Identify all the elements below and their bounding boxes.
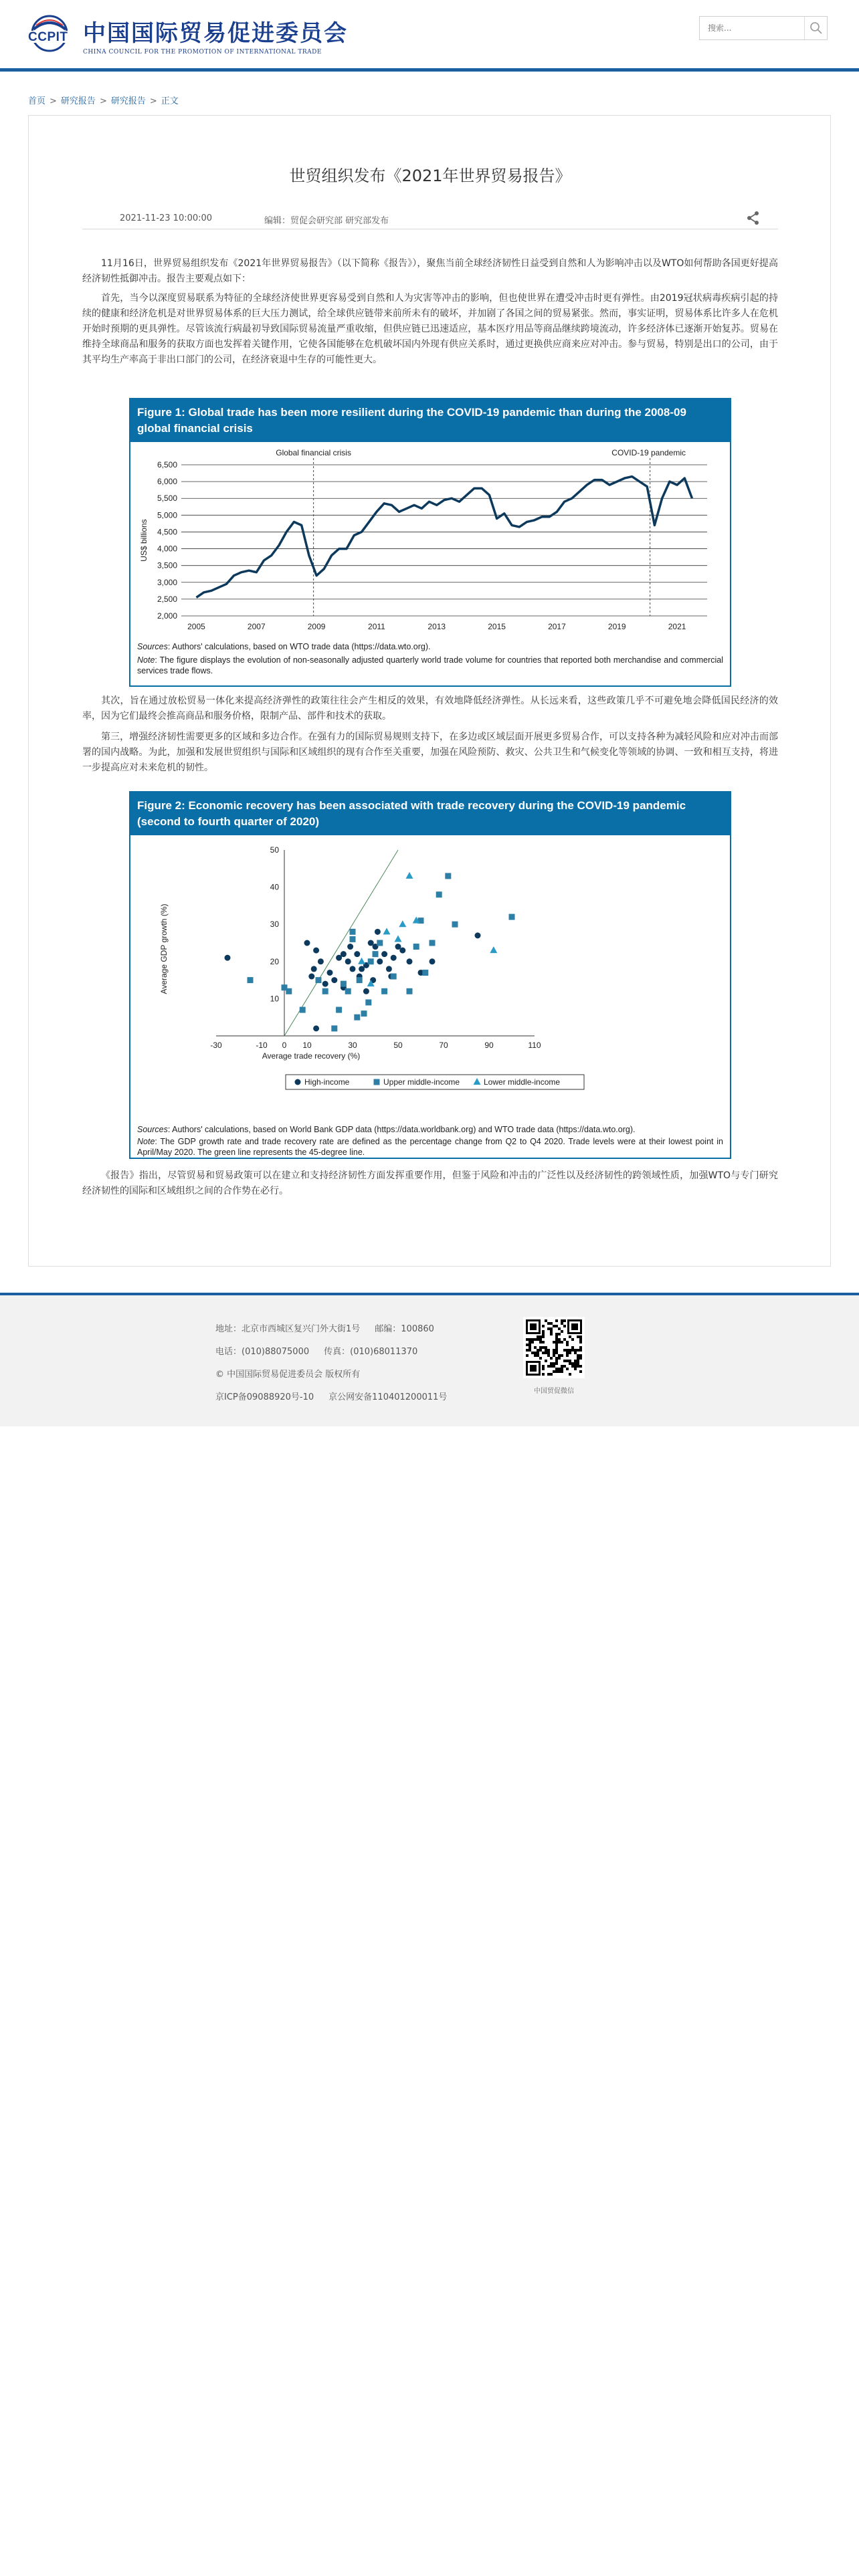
qr-module — [526, 1344, 529, 1346]
figure-2-y-tick-label: 50 — [270, 845, 279, 855]
figure-2-point-high-income — [225, 955, 231, 961]
article-date: 2021-11-23 10:00:00 — [120, 213, 213, 223]
qr-module — [545, 1360, 547, 1362]
figure-2-point-upper-middle-income — [316, 977, 322, 983]
figure-2-sources: Sources: Authors' calculations, based on World Bank GDP data (https://data.worldbank.org) and WTO trade data (https://data.wto.org). — [137, 1125, 636, 1134]
qr-module — [547, 1365, 550, 1368]
figure-2-y-tick-label: 20 — [270, 956, 279, 966]
qr-module — [579, 1346, 582, 1349]
qr-module — [555, 1319, 558, 1322]
site-footer — [0, 1295, 859, 1426]
qr-module — [558, 1341, 561, 1344]
qr-module — [577, 1362, 579, 1365]
qr-module — [569, 1360, 571, 1362]
qr-module — [537, 1352, 539, 1354]
figure-2-point-lower-middle-income — [399, 920, 406, 927]
figure-1-heading: Figure 1: Global trade has been more resilient during the COVID-19 pandemic than during the 2008-09 global financial crisis — [130, 399, 730, 442]
figure-2-point-upper-middle-income — [368, 958, 374, 964]
qr-module — [537, 1349, 539, 1352]
figure-2-legend — [286, 1075, 584, 1089]
figure-1-x-tick-label: 2013 — [427, 622, 446, 631]
search-box — [699, 16, 828, 40]
qr-module — [574, 1362, 577, 1365]
qr-module — [563, 1360, 566, 1362]
qr-module — [577, 1335, 579, 1338]
qr-module — [555, 1349, 558, 1352]
qr-module — [542, 1330, 545, 1333]
figure-2-point-upper-middle-income — [336, 1007, 342, 1013]
qr-module — [555, 1352, 558, 1354]
qr-module — [574, 1352, 577, 1354]
header-divider — [0, 68, 859, 72]
article-paragraph-conclusion: 《报告》指出，尽管贸易和贸易政策可以在建立和支持经济韧性方面发挥重要作用，但鉴于风险和冲击的广泛性以及经济韧性的跨领域性质，加强WTO与专门研究经济韧性的国际和区域组织之间的合作势在必行。 — [82, 1170, 778, 1196]
figure-2-legend-marker-upper-middle-income — [374, 1079, 380, 1085]
figure-2-point-upper-middle-income — [365, 999, 371, 1005]
figure-1-annotation-gfc: Global financial crisis — [276, 448, 351, 457]
figure-2-x-tick-label: 110 — [528, 1041, 541, 1050]
qr-module — [566, 1360, 569, 1362]
qr-module — [574, 1368, 577, 1370]
figure-2-x-tick-label: 50 — [393, 1041, 403, 1050]
figure-1-note: Note: The figure displays the evolution of non-seasonally adjusted quarterly world trade volume for countries that reported both merchandise and commercial services trade flows. — [137, 655, 723, 675]
share-button[interactable] — [746, 211, 761, 228]
qr-module — [526, 1338, 529, 1341]
logo-english-name: CHINA COUNCIL FOR THE PROMOTION OF INTERNATIONAL TRADE — [83, 48, 322, 56]
qr-module — [542, 1333, 545, 1335]
figure-2 — [129, 791, 731, 1159]
qr-module — [555, 1370, 558, 1373]
qr-module — [555, 1368, 558, 1370]
figure-1-x-tick-label: 2009 — [307, 622, 326, 631]
qr-module — [579, 1341, 582, 1344]
figure-2-point-upper-middle-income — [354, 1014, 360, 1021]
article-paragraph-third: 第三，增强经济韧性需要更多的区域和多边合作。在强有力的国际贸易规则支持下，在多边或区域层面开展更多贸易合作，可以支持各种为减轻风险和应对冲击而部署的国内战略。为此，加强和发展世贸组织与国际和区域组织的现有合作至关重要，加强在风险预防、救灾、公共卫生和气候变化等领域的协调、一致和相互支持，将进一步提高应对未来危机的韧性。 — [82, 732, 778, 773]
figure-2-x-tick-label: -30 — [210, 1041, 222, 1050]
qr-module — [550, 1333, 553, 1335]
article-meta — [82, 209, 778, 229]
figure-2-point-lower-middle-income — [490, 946, 497, 953]
figure-1-x-tick-label: 2007 — [247, 622, 266, 631]
qr-module — [555, 1338, 558, 1341]
qr-module — [569, 1352, 571, 1354]
qr-module — [542, 1346, 545, 1349]
qr-module — [555, 1360, 558, 1362]
figure-1-y-tick-label: 3,000 — [157, 577, 177, 587]
figure-2-point-high-income — [331, 977, 337, 983]
figure-2-legend-label: Upper middle-income — [383, 1077, 460, 1087]
figure-2-point-upper-middle-income — [373, 951, 379, 957]
figure-2-point-high-income — [354, 951, 360, 957]
qr-module — [555, 1341, 558, 1344]
qr-module — [553, 1349, 555, 1352]
qr-module — [545, 1319, 547, 1322]
figure-1-trade-line — [197, 477, 692, 598]
figure-2-point-high-income — [391, 955, 397, 961]
figure-2-point-lower-middle-income — [406, 872, 413, 879]
qr-module — [550, 1373, 553, 1376]
qr-code-label: 中国贸促微信 — [534, 1388, 574, 1395]
qr-module — [561, 1322, 563, 1325]
qr-module — [558, 1333, 561, 1335]
figure-1-y-tick-label: 5,500 — [157, 494, 177, 504]
qr-module — [539, 1335, 542, 1338]
breadcrumb-research-reports-sub[interactable]: 研究报告 — [110, 96, 146, 106]
qr-module — [566, 1349, 569, 1352]
figure-1-y-tick-label: 2,500 — [157, 594, 177, 604]
article-editor: 编辑：贸促会研究部 研究部发布 — [264, 216, 389, 226]
qr-module — [563, 1338, 566, 1341]
figure-1-x-tick-label: 2005 — [187, 622, 205, 631]
qr-module — [550, 1357, 553, 1360]
figure-1-x-tick-label: 2015 — [488, 622, 506, 631]
qr-module — [529, 1349, 531, 1352]
figure-1-y-tick-label: 2,000 — [157, 611, 177, 621]
breadcrumb-current: 正文 — [161, 96, 179, 106]
figure-2-point-high-income — [377, 958, 383, 964]
qr-module — [537, 1335, 539, 1338]
qr-module — [569, 1362, 571, 1365]
figure-2-y-tick-label: 10 — [270, 994, 279, 1004]
qr-module — [571, 1365, 574, 1368]
qr-module — [558, 1368, 561, 1370]
figure-2-point-upper-middle-income — [413, 944, 419, 950]
logo-mark-text: CCPIT — [28, 30, 68, 44]
qr-module — [579, 1349, 582, 1352]
search-input[interactable] — [700, 17, 804, 39]
figure-2-legend-label: Lower middle-income — [484, 1077, 561, 1087]
qr-module — [574, 1349, 577, 1352]
qr-module — [555, 1346, 558, 1349]
qr-module — [553, 1341, 555, 1344]
qr-module — [577, 1349, 579, 1352]
qr-module — [555, 1344, 558, 1346]
qr-module — [571, 1346, 574, 1349]
figure-2-point-lower-middle-income — [395, 935, 402, 942]
qr-module — [555, 1335, 558, 1338]
figure-1-y-tick-label: 5,000 — [157, 510, 177, 520]
qr-module — [526, 1349, 529, 1352]
qr-module — [555, 1357, 558, 1360]
figure-2-point-upper-middle-income — [377, 940, 383, 946]
figure-2-point-lower-middle-income — [358, 958, 365, 964]
qr-module — [542, 1341, 545, 1344]
figure-2-point-upper-middle-income — [422, 970, 428, 976]
figure-1-x-tick-label: 2021 — [668, 622, 686, 631]
ccpit-logo-icon — [27, 13, 75, 56]
figure-2-point-high-income — [347, 944, 353, 950]
article-container — [28, 115, 831, 1267]
qr-module — [526, 1354, 529, 1357]
qr-module — [531, 1352, 534, 1354]
figure-2-point-upper-middle-income — [407, 988, 413, 994]
qr-module — [537, 1354, 539, 1357]
qr-module — [539, 1349, 542, 1352]
figure-1-x-tick-label: 2017 — [548, 622, 566, 631]
figure-1 — [129, 398, 731, 687]
logo-chinese-name: 中国国际贸易促进委员会 — [83, 19, 348, 47]
qr-module — [547, 1327, 550, 1330]
figure-2-point-high-income — [322, 981, 328, 987]
figure-1-annotation-covid: COVID-19 pandemic — [611, 448, 686, 457]
site-header — [0, 0, 859, 68]
qr-module — [547, 1354, 550, 1357]
qr-module — [539, 1346, 542, 1349]
figure-2-point-high-income — [363, 988, 369, 994]
qr-module — [547, 1352, 550, 1354]
figure-1-y-tick-label: 6,500 — [157, 460, 177, 469]
figure-2-point-high-income — [475, 932, 481, 938]
qr-module — [539, 1338, 542, 1341]
figure-2-point-high-income — [341, 951, 347, 957]
figure-2-point-upper-middle-income — [286, 988, 292, 994]
qr-module — [563, 1319, 566, 1322]
qr-module — [529, 1344, 531, 1346]
footer-police-link[interactable]: 京公网安备110401200011号 — [328, 1392, 448, 1402]
breadcrumb-home[interactable]: 首页 — [28, 96, 46, 106]
qr-module — [555, 1362, 558, 1365]
qr-module — [579, 1365, 582, 1368]
qr-module — [553, 1362, 555, 1365]
figure-2-point-high-income — [304, 940, 310, 946]
figure-2-point-upper-middle-income — [322, 988, 328, 994]
qr-module — [558, 1370, 561, 1373]
breadcrumb-research-reports[interactable]: 研究报告 — [60, 96, 96, 106]
figure-2-point-upper-middle-income — [350, 936, 356, 942]
figure-2-point-upper-middle-income — [341, 981, 347, 987]
figure-2-x-tick-label: 70 — [439, 1041, 448, 1050]
qr-module — [561, 1319, 563, 1322]
qr-module — [577, 1354, 579, 1357]
qr-module — [569, 1349, 571, 1352]
figure-2-y-tick-label: 40 — [270, 882, 279, 892]
qr-module — [566, 1368, 569, 1370]
qr-module — [537, 1338, 539, 1341]
qr-module — [534, 1346, 537, 1349]
qr-module — [563, 1349, 566, 1352]
qr-module — [545, 1349, 547, 1352]
qr-module — [558, 1338, 561, 1341]
figure-2-heading: Figure 2: Economic recovery has been associated with trade recovery during the COVID-19 pandemic (second to fourth quarter of 2020) — [130, 792, 730, 835]
figure-1-y-tick-label: 3,500 — [157, 560, 177, 570]
figure-2-point-upper-middle-income — [430, 940, 436, 946]
figure-2-scatter-chart — [130, 835, 730, 1124]
figure-2-point-upper-middle-income — [350, 929, 356, 935]
qr-module — [558, 1354, 561, 1357]
qr-module — [545, 1346, 547, 1349]
qr-module — [566, 1341, 569, 1344]
figure-2-point-high-income — [318, 958, 324, 964]
qr-module — [542, 1335, 545, 1338]
qr-module — [561, 1365, 563, 1368]
qr-module — [545, 1352, 547, 1354]
qr-module — [561, 1370, 563, 1373]
figure-2-y-axis-label: Average GDP growth (%) — [159, 903, 169, 994]
qr-module — [558, 1357, 561, 1360]
figure-2-x-tick-label: -10 — [256, 1041, 268, 1050]
qr-module — [555, 1325, 558, 1327]
qr-module — [558, 1327, 561, 1330]
figure-2-legend-marker-high-income — [295, 1079, 301, 1085]
qr-module — [579, 1354, 582, 1357]
figure-1-y-tick-label: 4,500 — [157, 527, 177, 537]
qr-module — [553, 1365, 555, 1368]
qr-module — [566, 1352, 569, 1354]
qr-module — [553, 1354, 555, 1357]
qr-module — [539, 1357, 542, 1360]
breadcrumb: 首页 > 研究报告 > 研究报告 > 正文 — [28, 96, 179, 106]
figure-2-y-tick-label: 30 — [270, 920, 279, 930]
qr-module — [577, 1357, 579, 1360]
qr-module — [531, 1338, 534, 1341]
qr-module — [561, 1330, 563, 1333]
article-title: 世贸组织发布《2021年世界贸易报告》 — [289, 167, 571, 185]
qr-module — [550, 1322, 553, 1325]
search-button[interactable] — [804, 17, 827, 39]
qr-module — [550, 1327, 553, 1330]
qr-module — [579, 1357, 582, 1360]
article-paragraph-intro: 11月16日，世界贸易组织发布《2021年世界贸易报告》（以下简称《报告》），聚焦当前全球经济韧性日益受到自然和人为影响冲击以及WTO如何帮助各国更好提高经济韧性抵御冲击。报告主要观点如下： — [82, 258, 778, 284]
qr-module — [579, 1338, 582, 1341]
figure-2-x-axis-label: Average trade recovery (%) — [262, 1051, 361, 1061]
figure-2-x-tick-label: 30 — [348, 1041, 357, 1050]
qr-module — [529, 1346, 531, 1349]
figure-2-point-high-income — [430, 958, 436, 964]
qr-module — [529, 1338, 531, 1341]
figure-2-point-upper-middle-income — [331, 1025, 337, 1031]
figure-2-point-high-income — [313, 948, 319, 954]
qr-module — [531, 1341, 534, 1344]
figure-1-line-chart — [130, 442, 730, 641]
qr-module — [534, 1338, 537, 1341]
figure-2-point-upper-middle-income — [452, 922, 458, 928]
qr-module — [563, 1365, 566, 1368]
qr-module — [574, 1365, 577, 1368]
footer-copyright: © 中国国际贸易促进委员会 版权所有 — [215, 1370, 361, 1380]
qr-module — [569, 1373, 571, 1376]
qr-module — [542, 1365, 545, 1368]
figure-2-legend-label: High-income — [304, 1077, 350, 1087]
figure-2-point-upper-middle-income — [391, 974, 397, 980]
figure-2-point-upper-middle-income — [436, 891, 442, 897]
figure-2-point-high-income — [381, 951, 387, 957]
figure-2-note: Note: The GDP growth rate and trade recovery rate are defined as the percentage change from Q2 to Q4 2020. Trade levels were at their lowest point in April/May 2020. The green line represents the 45-degree line. — [137, 1137, 723, 1157]
figure-2-point-upper-middle-income — [381, 988, 387, 994]
qr-module — [571, 1349, 574, 1352]
figure-2-point-high-income — [350, 966, 356, 972]
figure-2-x-tick-label: 0 — [282, 1041, 287, 1050]
figure-2-point-upper-middle-income — [509, 914, 515, 920]
qr-module — [566, 1344, 569, 1346]
figure-1-y-tick-label: 6,000 — [157, 477, 177, 487]
qr-module — [561, 1368, 563, 1370]
figure-1-sources: Sources: Authors' calculations, based on WTO trade data (https://data.wto.org). — [137, 642, 431, 651]
figure-2-point-high-income — [375, 929, 381, 935]
qr-module — [539, 1341, 542, 1344]
qr-finder-pattern-center — [571, 1323, 578, 1330]
figure-2-point-upper-middle-income — [248, 977, 254, 983]
qr-module — [547, 1322, 550, 1325]
figure-2-point-high-income — [311, 966, 317, 972]
figure-2-point-high-income — [308, 974, 314, 980]
footer-info — [215, 1318, 447, 1409]
qr-module — [550, 1365, 553, 1368]
figure-2-point-lower-middle-income — [383, 928, 391, 934]
qr-module — [550, 1362, 553, 1365]
figure-2-point-high-income — [327, 970, 333, 976]
figure-2-point-upper-middle-income — [361, 1010, 367, 1016]
qr-module — [553, 1370, 555, 1373]
qr-module — [534, 1354, 537, 1357]
figure-2-x-tick-label: 10 — [302, 1041, 312, 1050]
qr-module — [550, 1330, 553, 1333]
qr-module — [555, 1333, 558, 1335]
footer-postcode: 邮编：100860 — [375, 1324, 434, 1334]
qr-module — [547, 1349, 550, 1352]
figure-1-y-axis-label: US$ billions — [139, 519, 149, 562]
qr-module — [577, 1365, 579, 1368]
share-icon — [746, 211, 761, 225]
figure-1-x-tick-label: 2019 — [607, 622, 626, 631]
qr-module — [529, 1341, 531, 1344]
qr-module — [542, 1368, 545, 1370]
qr-module — [553, 1352, 555, 1354]
figure-2-point-high-income — [313, 1025, 319, 1031]
figure-2-point-upper-middle-income — [357, 977, 363, 983]
qr-module — [542, 1373, 545, 1376]
figure-2-point-high-income — [386, 966, 392, 972]
site-logo[interactable] — [27, 13, 348, 56]
wechat-qr-code — [523, 1317, 585, 1378]
qr-module — [547, 1373, 550, 1376]
figure-2-point-upper-middle-income — [300, 1007, 306, 1013]
qr-module — [561, 1341, 563, 1344]
figure-2-point-high-income — [345, 958, 351, 964]
qr-module — [563, 1325, 566, 1327]
qr-module — [574, 1360, 577, 1362]
qr-module — [542, 1325, 545, 1327]
qr-module — [579, 1370, 582, 1373]
article-paragraph-first: 首先，当今以深度贸易联系为特征的全球经济使世界更容易受到自然和人为灾害等冲击的影响，但也使世界在遭受冲击时更有弹性。由2019冠状病毒疾病引起的持续的健康和经济危机是对世界贸易体系的巨大压力测试，给全球供应链带来前所未有的破坏，并加剧了各国之间的贸易紧张。然而，事实证明，贸易体系比许多人在危机开始时预期的更具弹性。尽管该流行病最初导致国际贸易流量严重收缩，但供应链已迅速适应，基本医疗用品等商品继续跨境流动，许多经济体已逐渐开始复苏。贸易在维持全球商品和服务的获取方面也发挥着关键作用，它使各国能够在危机破坏国内外现有供应关系时，通过更换供应商来应对冲击。参与贸易，特别是出口的公司，由于其平均生产率高于非出口部门的公司，在经济衰退中生存的可能性更大。 — [82, 293, 778, 365]
qr-module — [571, 1338, 574, 1341]
figure-2-point-upper-middle-income — [445, 873, 451, 879]
qr-module — [577, 1360, 579, 1362]
footer-address: 地址：北京市西城区复兴门外大街1号 — [215, 1324, 361, 1334]
qr-module — [566, 1354, 569, 1357]
figure-2-point-high-income — [407, 958, 413, 964]
footer-icp-link[interactable]: 京ICP备09088920号-10 — [215, 1392, 314, 1402]
qr-finder-pattern-center — [530, 1323, 537, 1330]
article-paragraph-second: 其次，旨在通过放松贸易一体化来提高经济弹性的政策往往会产生相反的效果，有效地降低经济弹性。从长远来看，这些政策几乎不可避免地会降低国民经济的效率，因为它们最终会推高商品和服务价格，限制产品、部件和技术的获取。 — [82, 695, 778, 722]
qr-module — [571, 1362, 574, 1365]
qr-module — [553, 1325, 555, 1327]
qr-finder-pattern-center — [530, 1365, 537, 1372]
figure-1-y-tick-label: 4,000 — [157, 544, 177, 554]
footer-fax: 传真：(010)68011370 — [324, 1347, 418, 1357]
search-icon — [809, 21, 823, 35]
qr-module — [542, 1352, 545, 1354]
qr-module — [561, 1354, 563, 1357]
figure-2-point-upper-middle-income — [345, 988, 351, 994]
qr-module — [579, 1335, 582, 1338]
qr-module — [534, 1352, 537, 1354]
footer-phone: 电话：(010)88075000 — [215, 1347, 310, 1357]
figure-2-x-tick-label: 90 — [484, 1041, 494, 1050]
figure-2-point-high-income — [399, 948, 405, 954]
figure-1-x-tick-label: 2011 — [368, 622, 385, 631]
qr-module — [569, 1335, 571, 1338]
